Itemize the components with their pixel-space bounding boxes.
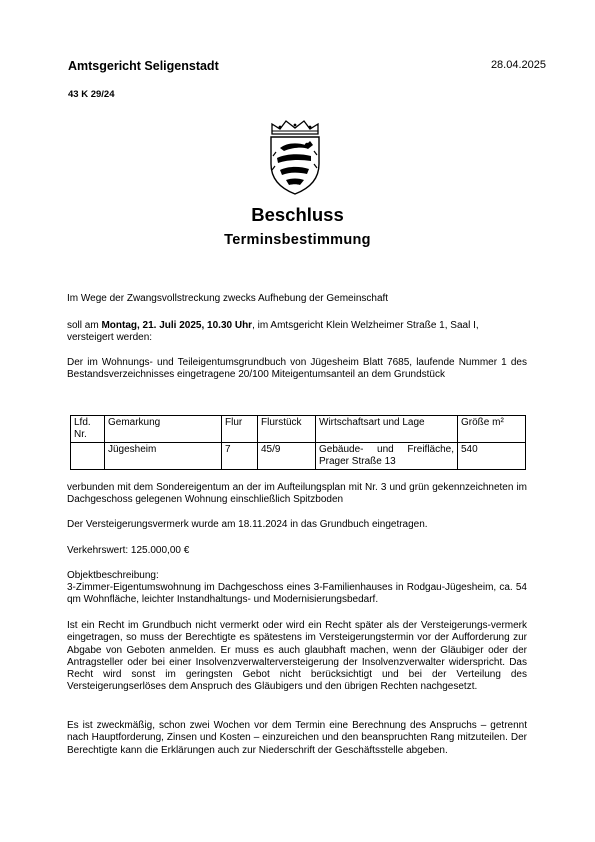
table-row: [71, 443, 526, 470]
term-date: Montag, 21. Juli 2025, 10.30 Uhr: [101, 320, 253, 331]
court-name: Amtsgericht Seligenstadt: [68, 59, 219, 73]
table-header-row: [71, 416, 526, 443]
property-paragraph: Der im Wohnungs- und Teileigentumsgrundbuch von Jügesheim Blatt 7685, laufende Nummer 1 des Bestandsverzeichnisses eingetragene 20/100 Miteigentumsanteil an dem Grundstück: [67, 357, 527, 381]
table-cell: 45/9: [258, 443, 316, 470]
table-header-cell: Flurstück: [258, 416, 316, 443]
recht-paragraph: Ist ein Recht im Grundbuch nicht vermerkt oder wird ein Recht später als der Versteigerungs-vermerk eingetragen, so muss der Berechtigte es spätestens im Versteigerungstermin vor der Aufforderung zur Abgabe von Geboten anmelden. Er muss es auch glaubhaft machen, wenn der Gläubiger oder der Antragsteller oder bei einer Insolvenzverwalterversteigerung der Insolvenzverwalter widerspricht. Das Recht wird sonst im geringsten Gebot nicht berücksichtigt und bei der Verteilung des Versteigerungserlöses dem Anspruch des Gläubigers und den übrigen Rechten nachgesetzt.: [67, 620, 527, 693]
document-date: 28.04.2025: [490, 59, 546, 71]
file-number: 43 K 29/24: [68, 89, 115, 100]
verkehrswert: Verkehrswert: 125.000,00 €: [67, 545, 190, 556]
hesse-lion-crest-icon: [266, 118, 324, 196]
table-cell: 540: [458, 443, 526, 470]
vermerk-paragraph: Der Versteigerungsvermerk wurde am 18.11.2024 in das Grundbuch eingetragen.: [67, 519, 428, 530]
property-table: [70, 415, 526, 470]
table-header-cell: Wirtschaftsart und Lage: [316, 416, 458, 443]
document-subtitle: Terminsbestimmung: [224, 232, 371, 248]
table-cell: [71, 443, 105, 470]
term-suffix: , im Amtsgericht Klein Welzheimer Straße 1, Saal I, versteigert werden:: [67, 320, 479, 344]
table-header-cell: Flur: [222, 416, 258, 443]
table-header-cell: Größe m²: [458, 416, 526, 443]
term-prefix: soll am: [67, 320, 102, 331]
document-title: Beschluss: [251, 204, 344, 225]
table-header-cell: Gemarkung: [105, 416, 222, 443]
term-paragraph: [67, 320, 527, 345]
connected-paragraph: verbunden mit dem Sondereigentum an der im Aufteilungsplan mit Nr. 3 und grün gekennzeichneten im Dachgeschoss gelegenen Wohnung einschließlich Spitzboden: [67, 482, 527, 506]
intro-paragraph: Im Wege der Zwangsvollstreckung zwecks Aufhebung der Gemeinschaft: [67, 293, 389, 304]
zweckmaessig-paragraph: Es ist zweckmäßig, schon zwei Wochen vor dem Termin eine Berechnung des Anspruchs – getrennt nach Hauptforderung, Zinsen und Kosten – einzureichen und den beanspruchten Rang mitzuteilen. Der Berechtigte kann die Erklärungen auch zur Niederschrift der Geschäftsstelle abgeben.: [67, 720, 527, 756]
objekt-description: 3-Zimmer-Eigentumswohnung im Dachgeschoss eines 3-Familienhauses in Rodgau-Jügesheim, ca. 54 qm Wohnfläche, leichter Instandhaltungs- und Modernisierungsbedarf.: [67, 582, 527, 606]
objekt-label: Objektbeschreibung:: [67, 570, 159, 581]
table-header-cell: Lfd. Nr.: [71, 416, 105, 443]
table-cell: Jügesheim: [105, 443, 222, 470]
table-cell: Gebäude- und Freifläche, Prager Straße 13: [316, 443, 458, 470]
table-cell: 7: [222, 443, 258, 470]
